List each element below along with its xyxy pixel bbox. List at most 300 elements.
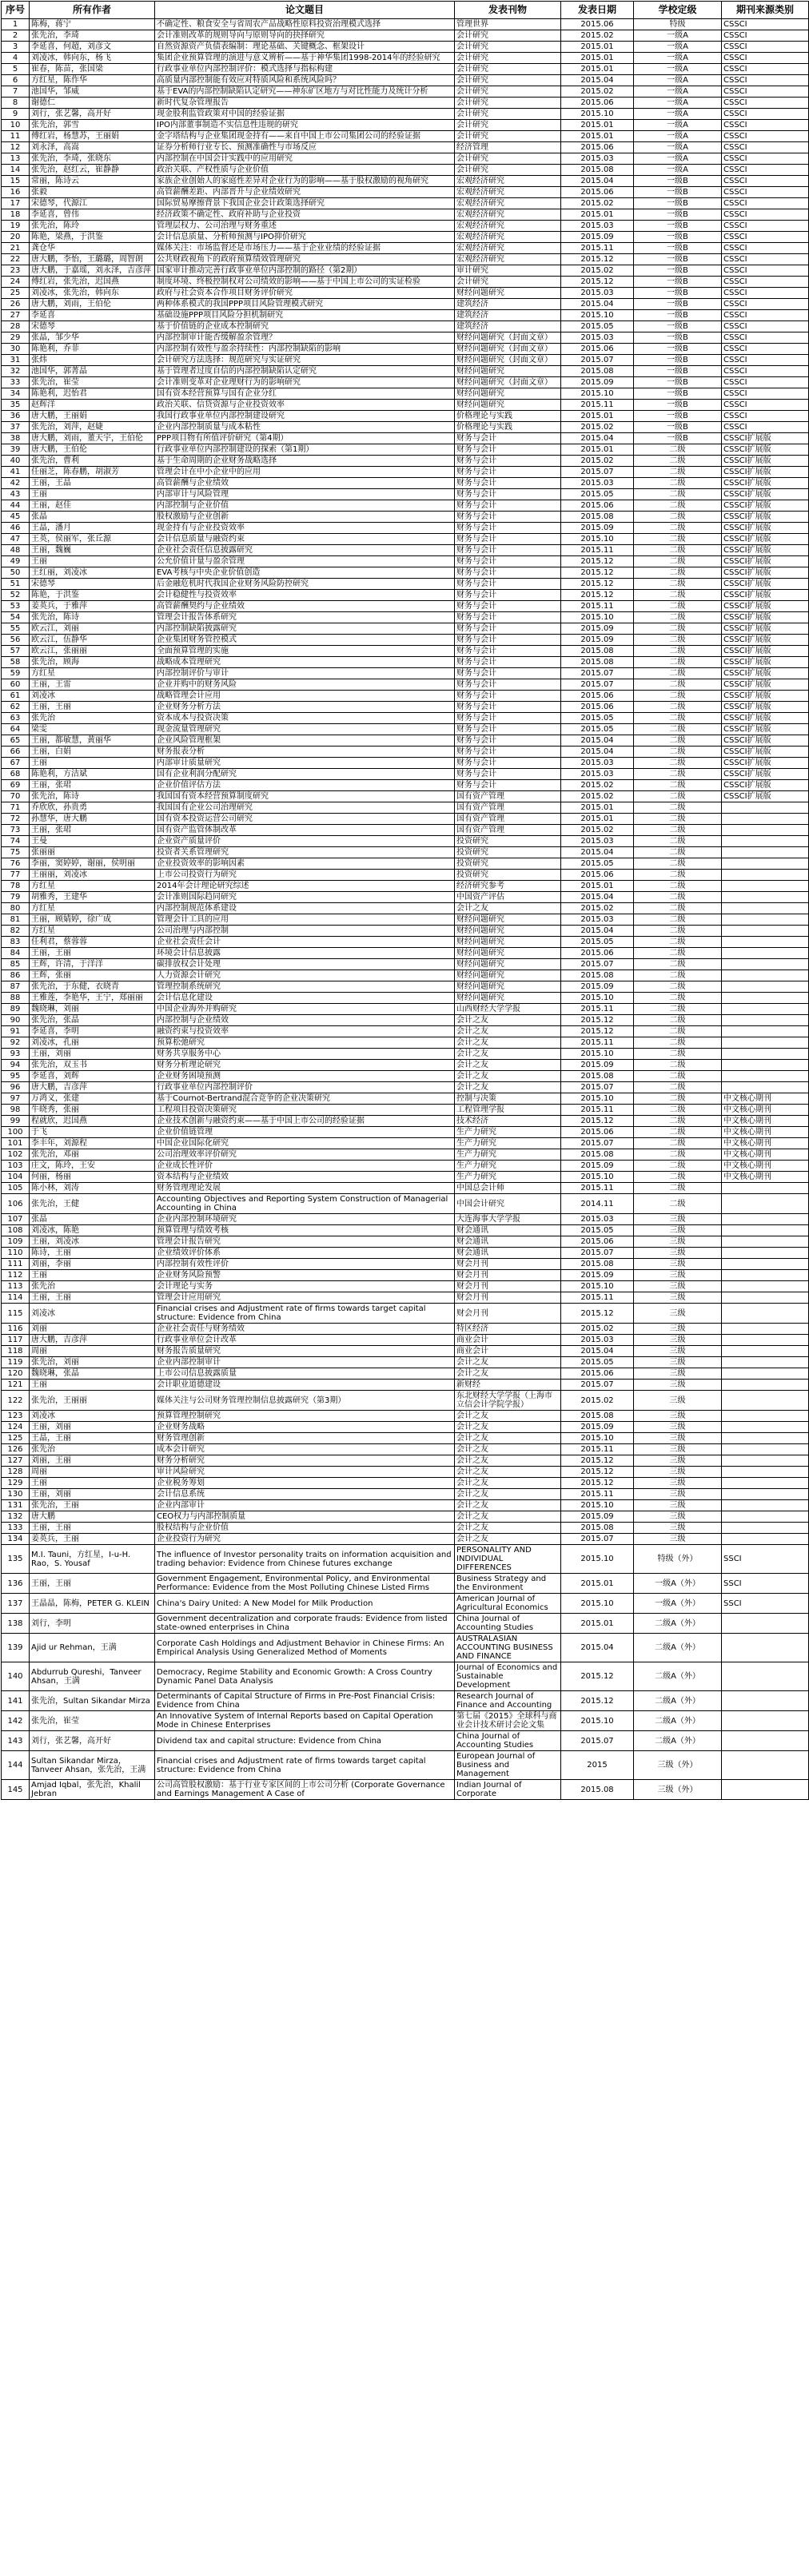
cell-authors: 张晶 bbox=[30, 512, 155, 523]
cell-title: 内部审计与风险管理 bbox=[155, 489, 455, 500]
header-title: 论文题目 bbox=[155, 2, 455, 19]
table-row bbox=[2, 332, 809, 344]
cell-date: 2015.08 bbox=[561, 1780, 634, 1800]
cell-type: CSSCI bbox=[722, 221, 809, 232]
cell-authors: 周丽 bbox=[30, 1346, 155, 1357]
cell-type: 中文核心期刊 bbox=[722, 1127, 809, 1138]
cell-journal: 生产力研究 bbox=[455, 1172, 561, 1183]
cell-level: 特级 bbox=[634, 19, 722, 30]
cell-type: CSSCI扩展版 bbox=[722, 758, 809, 769]
cell-journal: 财务与会计 bbox=[455, 713, 561, 724]
cell-date: 2015.04 bbox=[561, 735, 634, 747]
table-row bbox=[2, 1292, 809, 1304]
cell-type: CSSCI bbox=[722, 355, 809, 366]
table-row bbox=[2, 1357, 809, 1368]
cell-type bbox=[722, 959, 809, 970]
cell-authors: 刘丽，王丽 bbox=[30, 1455, 155, 1467]
cell-journal: 财经问题研究（封面文章） bbox=[455, 344, 561, 355]
cell-level: 二级 bbox=[634, 579, 722, 590]
cell-no: 56 bbox=[2, 635, 30, 646]
cell-type: CSSCI扩展版 bbox=[722, 545, 809, 556]
cell-date: 2015.08 bbox=[561, 512, 634, 523]
cell-level: 三级 bbox=[634, 1281, 722, 1292]
cell-no: 15 bbox=[2, 176, 30, 187]
cell-title: 会计稳健性与投资效率 bbox=[155, 590, 455, 601]
table-row bbox=[2, 1574, 809, 1594]
cell-title: 碳排放权会计处理 bbox=[155, 959, 455, 970]
cell-date: 2015.10 bbox=[561, 1711, 634, 1731]
cell-no: 112 bbox=[2, 1270, 30, 1281]
cell-date: 2015.03 bbox=[561, 769, 634, 780]
cell-journal: 宏观经济研究 bbox=[455, 221, 561, 232]
cell-title: 企业投资行为研究 bbox=[155, 1534, 455, 1545]
table-row bbox=[2, 1004, 809, 1015]
cell-journal: 财经问题研究 bbox=[455, 948, 561, 959]
cell-title: Government Engagement, Environmental Policy, and Environmental Performance: Evidence from the Most Polluting Chinese Listed Firms bbox=[155, 1574, 455, 1594]
cell-no: 127 bbox=[2, 1455, 30, 1467]
table-row bbox=[2, 970, 809, 981]
table-row bbox=[2, 1711, 809, 1731]
cell-authors: 陈艳利，乔菲 bbox=[30, 344, 155, 355]
table-row bbox=[2, 1634, 809, 1662]
cell-date: 2015.12 bbox=[561, 590, 634, 601]
cell-no: 73 bbox=[2, 825, 30, 836]
cell-title: 预算松弛研究 bbox=[155, 1037, 455, 1049]
cell-authors: 张先治，顾海 bbox=[30, 657, 155, 668]
cell-type: CSSCI bbox=[722, 153, 809, 165]
cell-authors: 张先治，崔莹 bbox=[30, 377, 155, 388]
table-row bbox=[2, 1037, 809, 1049]
cell-title: 环境会计信息披露 bbox=[155, 948, 455, 959]
cell-title: 会计信息质量、分析师预测与IPO抑价研究 bbox=[155, 232, 455, 243]
cell-type bbox=[722, 1489, 809, 1500]
cell-journal: 财务与会计 bbox=[455, 456, 561, 467]
cell-level: 三级 bbox=[634, 1455, 722, 1467]
cell-no: 113 bbox=[2, 1281, 30, 1292]
table-row bbox=[2, 1127, 809, 1138]
cell-date: 2015.06 bbox=[561, 691, 634, 702]
cell-no: 98 bbox=[2, 1105, 30, 1116]
table-row bbox=[2, 579, 809, 590]
table-row bbox=[2, 668, 809, 679]
cell-type bbox=[722, 903, 809, 914]
cell-level: 二级 bbox=[634, 635, 722, 646]
table-row bbox=[2, 914, 809, 926]
cell-type: 中文核心期刊 bbox=[722, 1138, 809, 1149]
table-row bbox=[2, 993, 809, 1004]
cell-date: 2015.07 bbox=[561, 1731, 634, 1751]
cell-title: 企业风险管理框架 bbox=[155, 735, 455, 747]
cell-level: 二级 bbox=[634, 981, 722, 993]
table-row bbox=[2, 691, 809, 702]
cell-title: 集团企业预算管理的演进与意义辨析——基于神华集团1998-2014年的经验研究 bbox=[155, 53, 455, 64]
cell-date: 2015.11 bbox=[561, 1444, 634, 1455]
cell-level: 二级 bbox=[634, 713, 722, 724]
table-row bbox=[2, 1691, 809, 1711]
cell-no: 10 bbox=[2, 120, 30, 131]
cell-level: 三级 bbox=[634, 1391, 722, 1411]
cell-no: 28 bbox=[2, 321, 30, 332]
cell-type: CSSCI bbox=[722, 98, 809, 109]
cell-no: 138 bbox=[2, 1614, 30, 1634]
table-row bbox=[2, 366, 809, 377]
cell-date: 2015.05 bbox=[561, 858, 634, 870]
cell-title: 基于管理者过度自信的内部控制缺陷认定研究 bbox=[155, 366, 455, 377]
cell-no: 141 bbox=[2, 1691, 30, 1711]
cell-journal: 会计研究 bbox=[455, 120, 561, 131]
cell-level: 二级 bbox=[634, 456, 722, 467]
cell-level: 二级 bbox=[634, 567, 722, 579]
cell-level: 二级 bbox=[634, 735, 722, 747]
cell-title: 企业内部控制审计 bbox=[155, 1357, 455, 1368]
cell-no: 50 bbox=[2, 567, 30, 579]
cell-no: 33 bbox=[2, 377, 30, 388]
cell-type bbox=[722, 1015, 809, 1026]
cell-level: 三级 bbox=[634, 1511, 722, 1523]
cell-type: CSSCI bbox=[722, 187, 809, 198]
cell-authors: 刘凌冰 bbox=[30, 1304, 155, 1324]
cell-title: 会计研究方法选择：规范研究与实证研究 bbox=[155, 355, 455, 366]
table-row bbox=[2, 232, 809, 243]
cell-type: CSSCI扩展版 bbox=[722, 489, 809, 500]
header-type: 期刊来源类别 bbox=[722, 2, 809, 19]
table-row bbox=[2, 758, 809, 769]
cell-level: 二级A（外） bbox=[634, 1634, 722, 1662]
cell-journal: 会计研究 bbox=[455, 277, 561, 288]
cell-date: 2015.09 bbox=[561, 1161, 634, 1172]
cell-type bbox=[722, 1082, 809, 1093]
cell-title: 企业社会责任与财务绩效 bbox=[155, 1324, 455, 1335]
table-row bbox=[2, 288, 809, 299]
cell-journal: 财会月刊 bbox=[455, 1281, 561, 1292]
table-row bbox=[2, 870, 809, 881]
table-row bbox=[2, 926, 809, 937]
cell-authors: M.I. Tauni，方红星，I-u-H. Rao，S. Yousaf bbox=[30, 1545, 155, 1574]
cell-title: 企业投资效率的影响因素 bbox=[155, 858, 455, 870]
cell-no: 117 bbox=[2, 1335, 30, 1346]
cell-type: CSSCI bbox=[722, 30, 809, 42]
cell-date: 2015.04 bbox=[561, 847, 634, 858]
cell-authors: 乔欣欣，孙贵勇 bbox=[30, 802, 155, 814]
cell-type: CSSCI扩展版 bbox=[722, 679, 809, 691]
cell-type bbox=[722, 1380, 809, 1391]
cell-date: 2015.08 bbox=[561, 970, 634, 981]
table-row bbox=[2, 1304, 809, 1324]
cell-title: 高管薪酬与企业绩效 bbox=[155, 478, 455, 489]
cell-journal: 投资研究 bbox=[455, 858, 561, 870]
cell-level: 二级 bbox=[634, 870, 722, 881]
cell-title: 金字塔结构与企业集团现金持有——来自中国上市公司集团公司的经验证据 bbox=[155, 131, 455, 142]
cell-level: 二级A（外） bbox=[634, 1711, 722, 1731]
cell-level: 一级B bbox=[634, 221, 722, 232]
cell-title: 国有资本投资运营公司研究 bbox=[155, 814, 455, 825]
cell-journal: 会计之友 bbox=[455, 1534, 561, 1545]
cell-journal: 财会通讯 bbox=[455, 1236, 561, 1248]
cell-journal: 财务与会计 bbox=[455, 478, 561, 489]
cell-date: 2015.12 bbox=[561, 254, 634, 265]
cell-journal: 财务与会计 bbox=[455, 534, 561, 545]
cell-date: 2015.06 bbox=[561, 870, 634, 881]
table-row bbox=[2, 86, 809, 98]
cell-date: 2015.03 bbox=[561, 758, 634, 769]
table-row bbox=[2, 142, 809, 153]
cell-no: 81 bbox=[2, 914, 30, 926]
cell-date: 2015.04 bbox=[561, 1634, 634, 1662]
cell-type: CSSCI bbox=[722, 19, 809, 30]
table-row bbox=[2, 1105, 809, 1116]
cell-type bbox=[722, 1780, 809, 1800]
cell-date: 2014.11 bbox=[561, 1194, 634, 1214]
cell-no: 104 bbox=[2, 1172, 30, 1183]
cell-no: 36 bbox=[2, 411, 30, 422]
cell-journal: 建筑经济 bbox=[455, 310, 561, 321]
table-row bbox=[2, 567, 809, 579]
cell-no: 82 bbox=[2, 926, 30, 937]
cell-date: 2015.02 bbox=[561, 265, 634, 277]
cell-no: 108 bbox=[2, 1225, 30, 1236]
cell-type: CSSCI扩展版 bbox=[722, 433, 809, 444]
cell-no: 84 bbox=[2, 948, 30, 959]
cell-type: CSSCI bbox=[722, 299, 809, 310]
cell-type bbox=[722, 1346, 809, 1357]
table-row bbox=[2, 858, 809, 870]
cell-journal: 会计之友 bbox=[455, 1015, 561, 1026]
cell-title: 政治关联、产权性质与企业价值 bbox=[155, 165, 455, 176]
cell-type: CSSCI扩展版 bbox=[722, 467, 809, 478]
table-row bbox=[2, 433, 809, 444]
cell-authors: 王晶，潘月 bbox=[30, 523, 155, 534]
cell-journal: American Journal of Agricultural Economics bbox=[455, 1594, 561, 1614]
table-row bbox=[2, 1214, 809, 1225]
cell-no: 37 bbox=[2, 422, 30, 433]
cell-level: 二级 bbox=[634, 1172, 722, 1183]
cell-title: 政府与社会资本合作项目财务评价研究 bbox=[155, 288, 455, 299]
table-row bbox=[2, 1049, 809, 1060]
table-row bbox=[2, 75, 809, 86]
cell-authors: 刘凌冰 bbox=[30, 1411, 155, 1422]
cell-type bbox=[722, 1248, 809, 1259]
cell-level: 三级 bbox=[634, 1304, 722, 1324]
table-row bbox=[2, 1444, 809, 1455]
cell-authors: 唐大鹏，吉彦萍 bbox=[30, 1082, 155, 1093]
cell-title: 财务报告质量研究 bbox=[155, 1346, 455, 1357]
cell-journal: 财务与会计 bbox=[455, 512, 561, 523]
cell-title: Financial crises and Adjustment rate of firms towards target capital structure: Evidence from China bbox=[155, 1751, 455, 1780]
cell-date: 2015.08 bbox=[561, 646, 634, 657]
table-row bbox=[2, 265, 809, 277]
cell-date: 2015.06 bbox=[561, 187, 634, 198]
cell-title: 上市公司投资行为研究 bbox=[155, 870, 455, 881]
cell-journal: Journal of Economics and Sustainable Development bbox=[455, 1662, 561, 1691]
cell-title: 自然资源资产负债表编制：理论基础、关键概念、框架设计 bbox=[155, 42, 455, 53]
cell-journal: 宏观经济研究 bbox=[455, 232, 561, 243]
cell-journal: 会计之友 bbox=[455, 1082, 561, 1093]
cell-no: 131 bbox=[2, 1500, 30, 1511]
cell-level: 二级 bbox=[634, 590, 722, 601]
cell-journal: 生产力研究 bbox=[455, 1138, 561, 1149]
cell-authors: 王红丽，刘凌冰 bbox=[30, 567, 155, 579]
cell-date: 2015.07 bbox=[561, 355, 634, 366]
header-no: 序号 bbox=[2, 2, 30, 19]
cell-journal: 财经问题研究 bbox=[455, 959, 561, 970]
cell-no: 6 bbox=[2, 75, 30, 86]
cell-level: 二级 bbox=[634, 769, 722, 780]
cell-no: 102 bbox=[2, 1149, 30, 1161]
cell-no: 94 bbox=[2, 1060, 30, 1071]
table-row bbox=[2, 1662, 809, 1691]
cell-authors: 唐大鹏，王丽娟 bbox=[30, 411, 155, 422]
cell-title: 内部控制与企业绩效 bbox=[155, 1015, 455, 1026]
cell-date: 2015.02 bbox=[561, 456, 634, 467]
cell-no: 124 bbox=[2, 1422, 30, 1433]
cell-level: 三级 bbox=[634, 1324, 722, 1335]
cell-title: 国有企业利润分配研究 bbox=[155, 769, 455, 780]
cell-authors: 宋德琴 bbox=[30, 321, 155, 332]
cell-type: CSSCI bbox=[722, 42, 809, 53]
cell-type bbox=[722, 948, 809, 959]
cell-type bbox=[722, 926, 809, 937]
cell-title: 会计理论与实务 bbox=[155, 1281, 455, 1292]
cell-journal: 中国总会计师 bbox=[455, 1183, 561, 1194]
cell-no: 116 bbox=[2, 1324, 30, 1335]
cell-level: 二级A（外） bbox=[634, 1662, 722, 1691]
cell-journal: Indian Journal of Corporate bbox=[455, 1780, 561, 1800]
cell-journal: 投资研究 bbox=[455, 870, 561, 881]
cell-authors: 张先治，陈玲 bbox=[30, 221, 155, 232]
cell-level: 二级 bbox=[634, 478, 722, 489]
cell-authors: 王丽，张珺 bbox=[30, 780, 155, 791]
cell-authors: 张晶 bbox=[30, 1214, 155, 1225]
cell-title: 股权结构与企业价值 bbox=[155, 1523, 455, 1534]
cell-no: 139 bbox=[2, 1634, 30, 1662]
cell-type: CSSCI扩展版 bbox=[722, 523, 809, 534]
cell-authors: 刘丽，李丽 bbox=[30, 1259, 155, 1270]
cell-date: 2015.07 bbox=[561, 1138, 634, 1149]
cell-authors: 李丽，窦婷婷，谢丽，侯明丽 bbox=[30, 858, 155, 870]
cell-journal: 山西财经大学学报 bbox=[455, 1004, 561, 1015]
cell-title: 企业价值链管理 bbox=[155, 1127, 455, 1138]
cell-level: 一级A bbox=[634, 165, 722, 176]
cell-type: 中文核心期刊 bbox=[722, 1161, 809, 1172]
cell-level: 二级 bbox=[634, 702, 722, 713]
cell-journal: 经济研究参考 bbox=[455, 881, 561, 892]
cell-no: 72 bbox=[2, 814, 30, 825]
cell-level: 一级A bbox=[634, 131, 722, 142]
cell-authors: 龚仓华 bbox=[30, 243, 155, 254]
cell-journal: 会计之友 bbox=[455, 903, 561, 914]
cell-journal: 工程管理学报 bbox=[455, 1105, 561, 1116]
cell-date: 2015.02 bbox=[561, 791, 634, 802]
cell-date: 2015.11 bbox=[561, 1105, 634, 1116]
cell-type bbox=[722, 1004, 809, 1015]
cell-title: 国家审计推动完善行政事业单位内部控制的路径（第2期） bbox=[155, 265, 455, 277]
cell-title: 会计信息化建设 bbox=[155, 993, 455, 1004]
cell-authors: 唐大鹏，刘雨，王伯伦 bbox=[30, 299, 155, 310]
cell-authors: 王丽 bbox=[30, 758, 155, 769]
cell-level: 一级A bbox=[634, 64, 722, 75]
cell-level: 二级 bbox=[634, 1004, 722, 1015]
cell-type: CSSCI扩展版 bbox=[722, 534, 809, 545]
cell-date: 2015.04 bbox=[561, 747, 634, 758]
cell-level: 三级 bbox=[634, 1500, 722, 1511]
cell-level: 三级 bbox=[634, 1236, 722, 1248]
cell-level: 二级 bbox=[634, 858, 722, 870]
cell-level: 特级（外） bbox=[634, 1545, 722, 1574]
cell-authors: 任丽芝，陈春鹏，胡淑芳 bbox=[30, 467, 155, 478]
cell-title: 战略成本管理研究 bbox=[155, 657, 455, 668]
cell-date: 2015.12 bbox=[561, 277, 634, 288]
cell-level: 一级B bbox=[634, 377, 722, 388]
cell-authors: 王曼 bbox=[30, 836, 155, 847]
header-level: 学校定级 bbox=[634, 2, 722, 19]
cell-level: 二级 bbox=[634, 646, 722, 657]
cell-date: 2015.09 bbox=[561, 623, 634, 635]
cell-date: 2015.06 bbox=[561, 948, 634, 959]
cell-date: 2015.07 bbox=[561, 467, 634, 478]
table-body bbox=[2, 19, 809, 1800]
cell-no: 119 bbox=[2, 1357, 30, 1368]
cell-level: 一级A bbox=[634, 75, 722, 86]
cell-date: 2015.10 bbox=[561, 1049, 634, 1060]
cell-authors: 陈艳利，方洁斌 bbox=[30, 769, 155, 780]
cell-no: 27 bbox=[2, 310, 30, 321]
cell-title: 现金股利监管政策对中国的经验证据 bbox=[155, 109, 455, 120]
cell-type: CSSCI bbox=[722, 310, 809, 321]
cell-type bbox=[722, 1500, 809, 1511]
cell-type: CSSCI bbox=[722, 344, 809, 355]
cell-journal: 会计研究 bbox=[455, 98, 561, 109]
cell-journal: 国有资产管理 bbox=[455, 814, 561, 825]
cell-journal: 财经问题研究 bbox=[455, 366, 561, 377]
cell-date: 2015.03 bbox=[561, 1335, 634, 1346]
cell-no: 132 bbox=[2, 1511, 30, 1523]
cell-type: CSSCI扩展版 bbox=[722, 702, 809, 713]
cell-title: 管理层权力、公司治理与财务重述 bbox=[155, 221, 455, 232]
cell-no: 54 bbox=[2, 612, 30, 623]
cell-authors: 唐大鹏，王伯伦 bbox=[30, 444, 155, 456]
table-row bbox=[2, 735, 809, 747]
cell-date: 2015.12 bbox=[561, 567, 634, 579]
cell-type: CSSCI bbox=[722, 209, 809, 221]
cell-title: 审计风险研究 bbox=[155, 1467, 455, 1478]
cell-level: 三级 bbox=[634, 1444, 722, 1455]
cell-authors: 程就欣，迟国燕 bbox=[30, 1116, 155, 1127]
cell-date: 2015.02 bbox=[561, 422, 634, 433]
cell-authors: 赵辉洋 bbox=[30, 400, 155, 411]
cell-journal: 财务与会计 bbox=[455, 724, 561, 735]
cell-level: 一级A（外） bbox=[634, 1594, 722, 1614]
cell-level: 一级B bbox=[634, 388, 722, 400]
cell-date: 2015.11 bbox=[561, 601, 634, 612]
cell-no: 107 bbox=[2, 1214, 30, 1225]
cell-no: 67 bbox=[2, 758, 30, 769]
cell-title: 会计信息质量与融资约束 bbox=[155, 534, 455, 545]
cell-authors: 宋德琴，代源江 bbox=[30, 198, 155, 209]
cell-journal: PERSONALITY AND INDIVIDUAL DIFFERENCES bbox=[455, 1545, 561, 1574]
cell-no: 63 bbox=[2, 713, 30, 724]
cell-authors: 张先治，王丽丽 bbox=[30, 1391, 155, 1411]
cell-journal: 会计研究 bbox=[455, 165, 561, 176]
cell-authors: 王丽，刘丽 bbox=[30, 1422, 155, 1433]
cell-authors: 张先治，刘萍，赵婕 bbox=[30, 422, 155, 433]
cell-no: 34 bbox=[2, 388, 30, 400]
cell-type: CSSCI bbox=[722, 243, 809, 254]
table-row bbox=[2, 556, 809, 567]
cell-level: 三级 bbox=[634, 1225, 722, 1236]
cell-level: 二级 bbox=[634, 881, 722, 892]
cell-no: 80 bbox=[2, 903, 30, 914]
cell-type: CSSCI bbox=[722, 75, 809, 86]
